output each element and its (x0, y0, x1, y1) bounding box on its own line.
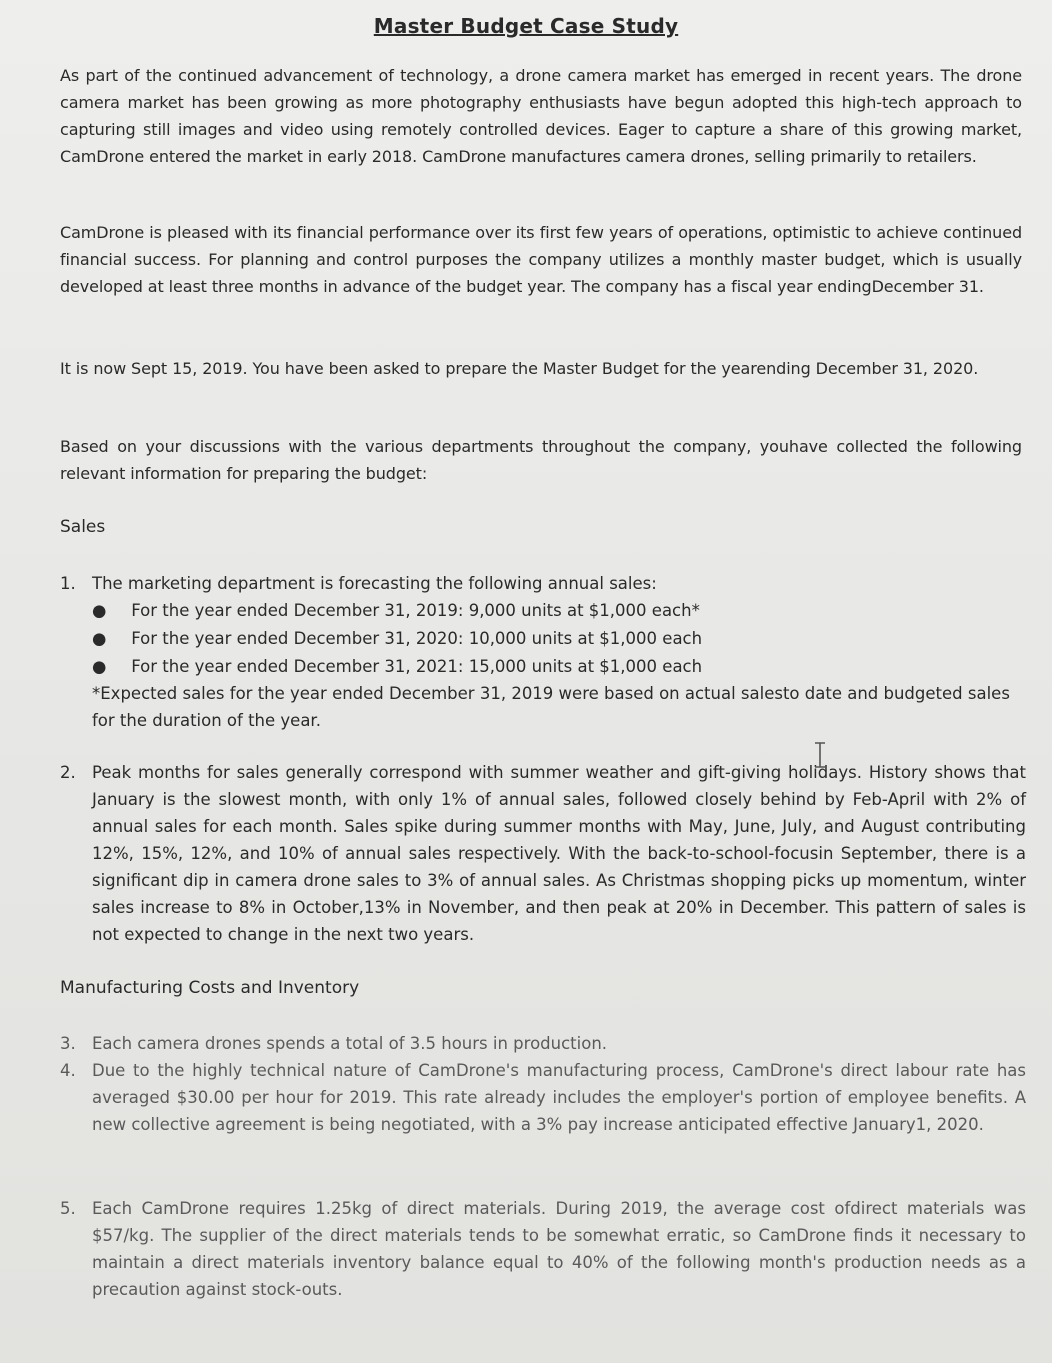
performance-paragraph: CamDrone is pleased with its financial performance over its first few years of operations, optimistic to achieve continued financial success. For planning and control purposes the company utilizes a monthly master budget, which is usually developed at least three months in advance of the budget year. The company has a fiscal year endingDecember 31. (60, 223, 1022, 296)
bullet-icon: ● (92, 601, 107, 620)
manufacturing-heading: Manufacturing Costs and Inventory (60, 978, 360, 998)
list-item-3 (60, 1030, 1026, 1057)
bullet-item (92, 625, 1012, 653)
list-number: 3. (60, 1034, 76, 1053)
document-title: Master Budget Case Study (373, 14, 679, 38)
list-item-1 (60, 570, 1026, 597)
sales-footnote: *Expected sales for the year ended December 31, 2019 were based on actual salesto date and budgeted sales for the duration of the year. (92, 684, 1010, 730)
text-cursor-icon (813, 742, 827, 768)
list-item-text: Peak months for sales generally correspond with summer weather and gift-giving holidays. History shows that January is the slowest month, with only 1% of annual sales, followed closely behind by Feb-April with 2% of annual sales for each month. Sales spike during summer months with May, June, July, and August contributing 12%, 15%, 12%, and 10% of annual sales respectively. With the back-to-school-focusin September, there is a significant dip in camera drone sales to 3% of annual sales. As Christmas shopping picks up momentum, winter sales increase to 8% in October,13% in November, and then peak at 20% in December. This pattern of sales is not expected to change in the next two years. (92, 763, 1026, 944)
list-item-4 (60, 1057, 1026, 1138)
list-number: 2. (60, 763, 76, 782)
date-paragraph: It is now Sept 15, 2019. You have been asked to prepare the Master Budget for the yearending December 31, 2020. (60, 359, 979, 378)
bullet-icon: ● (92, 629, 107, 648)
intro-paragraph: As part of the continued advancement of technology, a drone camera market has emerged in recent years. The drone camera market has been growing as more photography enthusiasts have begun adopted this high-tech approach to capturing still images and video using remotely controlled devices. Eager to capture a share of this growing market, CamDrone entered the market in early 2018. CamDrone manufactures camera drones, selling primarily to retailers. (60, 66, 1022, 166)
bullet-text: For the year ended December 31, 2021: 15,000 units at $1,000 each (131, 657, 703, 676)
list-item-5 (60, 1195, 1026, 1303)
bullet-icon: ● (92, 657, 107, 676)
bullet-text: For the year ended December 31, 2020: 10,000 units at $1,000 each (131, 629, 703, 648)
list-item-text: Due to the highly technical nature of CamDrone's manufacturing process, CamDrone's direct labour rate has averaged $30.00 per hour for 2019. This rate already includes the employer's portion of employee benefits. A new collective agreement is being negotiated, with a 3% pay increase anticipated effective January1, 2020. (92, 1061, 1026, 1134)
bullet-item (92, 653, 1012, 681)
sales-forecast-bullets (92, 597, 1012, 681)
list-number: 4. (60, 1061, 76, 1080)
list-number: 1. (60, 574, 76, 593)
bullet-text: For the year ended December 31, 2019: 9,000 units at $1,000 each* (131, 601, 700, 620)
list-item-text: Each CamDrone requires 1.25kg of direct materials. During 2019, the average cost ofdirect materials was $57/kg. The supplier of the direct materials tends to be somewhat erratic, so CamDrone finds it necessary to maintain a direct materials inventory balance equal to 40% of the following month's production needs as a precaution against stock-outs. (92, 1199, 1026, 1299)
list-number: 5. (60, 1199, 76, 1218)
list-item-text: The marketing department is forecasting the following annual sales: (92, 574, 657, 593)
discussion-paragraph: Based on your discussions with the various departments throughout the company, youhave collected the following relevant information for preparing the budget: (60, 437, 1022, 483)
list-item-2 (60, 759, 1026, 948)
list-item-text: Each camera drones spends a total of 3.5 hours in production. (92, 1034, 608, 1053)
sales-heading: Sales (60, 517, 106, 537)
bullet-item (92, 597, 1012, 625)
